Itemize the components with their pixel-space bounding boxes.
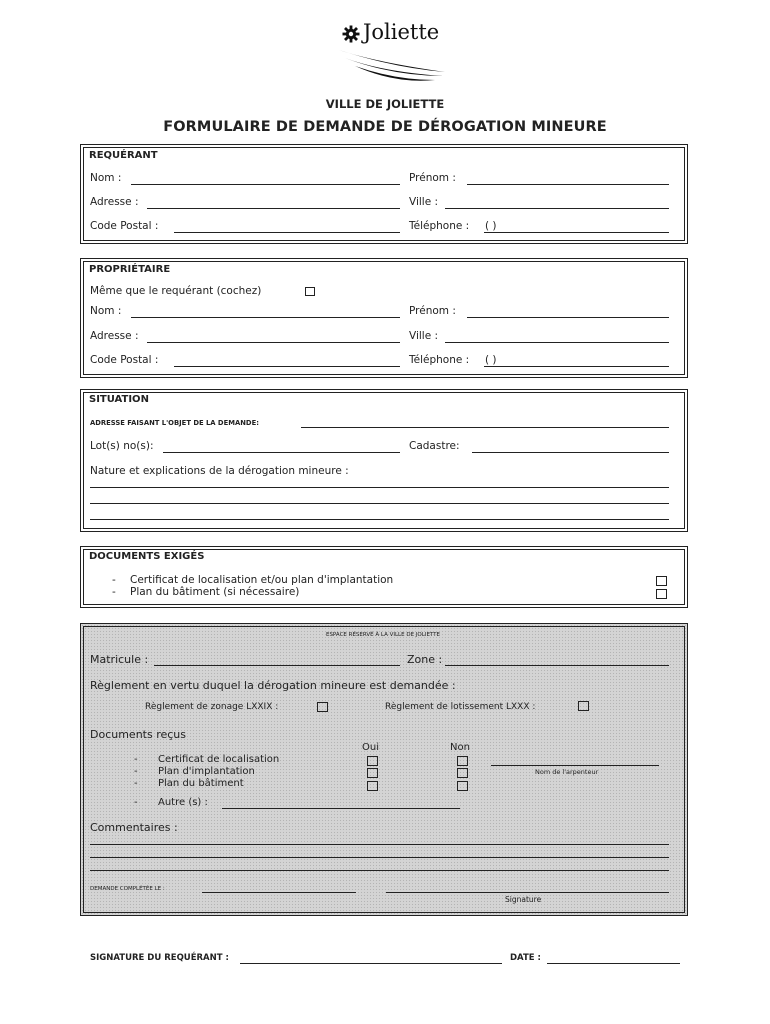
cadastre-label: Cadastre: [409,440,460,452]
requerant-prenom-field[interactable] [467,184,669,185]
requerant-code-postal-field[interactable] [174,232,400,233]
plan-batiment-checkbox[interactable] [656,589,667,599]
requerant-telephone-paren: ( ) [485,220,497,232]
autre-field[interactable] [222,808,460,809]
documents-dash-1: - [112,574,116,586]
requerant-section [80,144,688,244]
city-heading: VILLE DE JOLIETTE [325,97,445,111]
non-label: Non [450,742,470,753]
signature-label: Signature [505,895,542,904]
lots-field[interactable] [163,452,400,453]
oui-implantation-checkbox[interactable] [367,768,378,778]
proprietaire-section [80,258,688,378]
nature-line-1[interactable] [90,487,669,488]
reserved-dash-2: - [134,766,138,777]
nom-arpenteur-field[interactable] [491,765,659,766]
nature-line-2[interactable] [90,503,669,504]
reserved-doc-3: Plan du bâtiment [158,778,244,789]
commentaires-label: Commentaires : [90,821,178,834]
reglement-zonage-checkbox[interactable] [317,702,328,712]
reserved-section [80,623,688,916]
proprietaire-prenom-label: Prénom : [409,305,456,317]
reserved-title: ESPACE RÉSERVÉ À LA VILLE DE JOLIETTE [325,632,441,638]
proprietaire-telephone-field[interactable] [484,366,669,367]
autre-label: Autre (s) : [158,797,208,808]
requerant-adresse-field[interactable] [147,208,400,209]
proprietaire-nom-label: Nom : [90,305,122,317]
demande-completee-field[interactable] [202,892,356,893]
proprietaire-prenom-field[interactable] [467,317,669,318]
proprietaire-adresse-field[interactable] [147,342,400,343]
requerant-code-postal-label: Code Postal : [90,220,159,232]
reglement-zonage-label: Règlement de zonage LXXIX : [145,702,279,712]
oui-certificat-checkbox[interactable] [367,756,378,766]
reglement-lotissement-label: Règlement de lotissement LXXX : [385,702,536,712]
reserved-dash-4: - [134,797,138,808]
reglement-lotissement-checkbox[interactable] [578,701,589,711]
non-implantation-checkbox[interactable] [457,768,468,778]
reserved-dash-1: - [134,754,138,765]
documents-dash-2: - [112,586,116,598]
nom-arpenteur-label: Nom de l'arpenteur [535,768,599,776]
requerant-telephone-field[interactable] [484,232,669,233]
commentaires-line-1[interactable] [90,844,669,845]
adresse-objet-field[interactable] [301,427,669,428]
requerant-telephone-label: Téléphone : [409,220,470,232]
reserved-doc-2: Plan d'implantation [158,766,255,777]
proprietaire-ville-label: Ville : [409,330,439,342]
requerant-nom-field[interactable] [131,184,400,185]
proprietaire-code-postal-field[interactable] [174,366,400,367]
proprietaire-telephone-paren: ( ) [485,354,497,366]
documents-item-2: Plan du bâtiment (si nécessaire) [130,586,300,598]
form-title: FORMULAIRE DE DEMANDE DE DÉROGATION MINEURE [163,119,607,135]
proprietaire-adresse-label: Adresse : [90,330,139,342]
zone-label: Zone : [407,653,443,666]
adresse-objet-label: ADRESSE FAISANT L'OBJET DE LA DEMANDE: [90,419,259,427]
commentaires-line-3[interactable] [90,870,669,871]
proprietaire-telephone-label: Téléphone : [409,354,470,366]
certificat-localisation-checkbox[interactable] [656,576,667,586]
documents-section [80,546,688,608]
oui-label: Oui [362,742,379,753]
documents-title: DOCUMENTS EXIGÉS [89,551,205,562]
non-batiment-checkbox[interactable] [457,781,468,791]
swoosh-graphic [335,46,450,86]
meme-que-requerant-checkbox[interactable] [305,287,315,296]
signature-requerant-label: SIGNATURE DU REQUÉRANT : [90,953,229,963]
requerant-ville-label: Ville : [409,196,439,208]
requerant-prenom-label: Prénom : [409,172,456,184]
requerant-title: REQUÉRANT [89,150,158,161]
oui-batiment-checkbox[interactable] [367,781,378,791]
zone-field[interactable] [445,665,669,666]
signature-field[interactable] [386,892,669,893]
date-label: DATE : [510,953,541,963]
commentaires-line-2[interactable] [90,857,669,858]
proprietaire-code-postal-label: Code Postal : [90,354,159,366]
proprietaire-meme-label: Même que le requérant (cochez) [90,285,262,297]
situation-title: SITUATION [89,394,149,405]
demande-completee-label: DEMANDE COMPLÉTÉE LE : [90,886,165,892]
matricule-label: Matricule : [90,653,149,666]
reserved-dash-3: - [134,778,138,789]
reserved-doc-1: Certificat de localisation [158,754,280,765]
proprietaire-ville-field[interactable] [445,342,669,343]
cadastre-field[interactable] [472,452,669,453]
gear-icon [341,24,361,44]
reglement-question: Règlement en vertu duquel la dérogation mineure est demandée : [90,679,456,692]
proprietaire-nom-field[interactable] [131,317,400,318]
nature-label: Nature et explications de la dérogation mineure : [90,465,349,477]
non-certificat-checkbox[interactable] [457,756,468,766]
documents-recus-label: Documents reçus [90,728,187,741]
proprietaire-title: PROPRIÉTAIRE [89,264,171,275]
logo-wordmark: Joliette [363,20,440,44]
documents-item-1: Certificat de localisation et/ou plan d'implantation [130,574,394,586]
joliette-logo [335,18,455,78]
requerant-adresse-label: Adresse : [90,196,139,208]
lots-label: Lot(s) no(s): [90,440,154,452]
date-field[interactable] [547,963,680,964]
signature-requerant-field[interactable] [240,963,502,964]
requerant-ville-field[interactable] [445,208,669,209]
nature-line-3[interactable] [90,519,669,520]
matricule-field[interactable] [154,665,400,666]
requerant-nom-label: Nom : [90,172,122,184]
situation-section [80,389,688,532]
